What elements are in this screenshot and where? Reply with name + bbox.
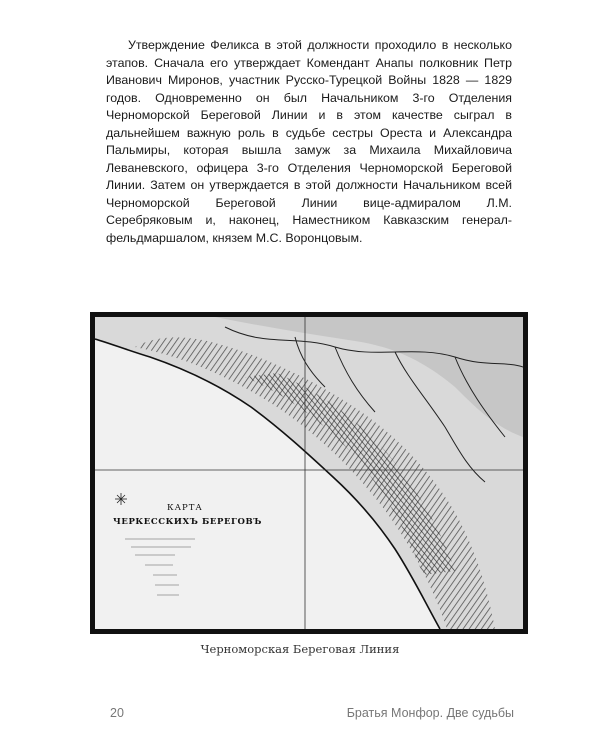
figure-caption: Черноморская Береговая Линия bbox=[200, 642, 400, 656]
page-number: 20 bbox=[110, 706, 124, 720]
map-title-line2: ЧЕРКЕССКИХЪ БЕРЕГОВЪ bbox=[113, 517, 263, 527]
map-drawing bbox=[95, 317, 523, 629]
historical-map bbox=[90, 312, 528, 634]
running-title: Братья Монфор. Две судьбы bbox=[346, 706, 514, 720]
map-title-line1: КАРТА bbox=[167, 503, 203, 513]
body-paragraph: Утверждение Феликса в этой должности проходило в несколько этапов. Сначала его утверждает Комендант Анапы полковник Петр Иванович Миронов, участник Русско-Турецкой Войны 1828 — 1829 годов. Одновременно он был Начальником 3-го Отделения Черноморской Береговой Линии и в этом качестве сыграл в дальнейшем важную роль в судьбе сестры Ореста и Александра Пальмиры, которая вышла замуж за Михаила Михайловича Леваневского, офицера 3-го Отделения Черноморской Береговой Линии. Затем он утверждается в этой должности Начальником всей Черноморской Береговой Линии вице-адмиралом Л.М. Серебряковым и, наконец, Наместником Кавказским генерал-фельдмаршалом, князем М.С. Воронцовым. bbox=[106, 38, 512, 245]
